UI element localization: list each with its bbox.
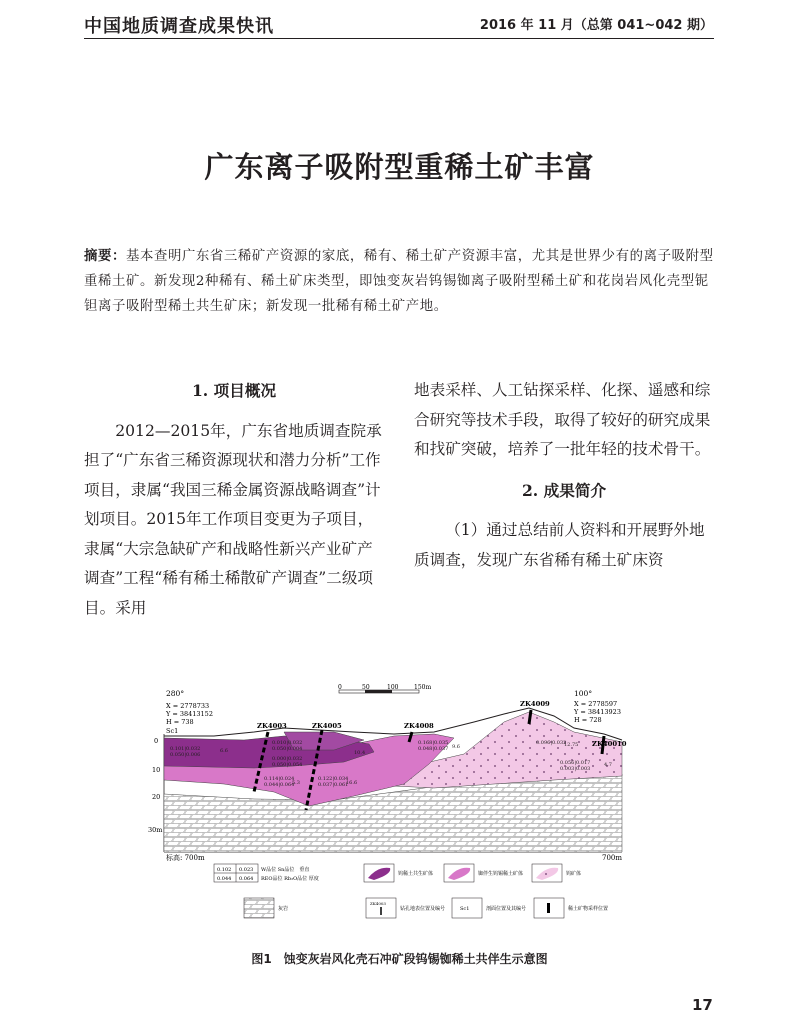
- section-2-heading: 2. 成果简介: [521, 480, 607, 500]
- coord-right: X = 2778597: [574, 700, 618, 708]
- coord-right: Y = 38413923: [574, 708, 621, 716]
- grade-value: 0.000|0.032: [272, 756, 303, 762]
- borehole-label: ZK40010: [592, 740, 627, 748]
- legend-grade-value: 0.023: [239, 867, 254, 873]
- issue-info: 2016 年 11 月（总第 041~042 期）: [479, 18, 713, 33]
- coord-left: H = 738: [166, 718, 194, 726]
- grade-value: 0.050|0.054: [272, 762, 303, 768]
- legend-limestone-label: 灰岩: [278, 906, 289, 912]
- station-label: Sc1: [166, 727, 179, 735]
- thickness-value: 12.75: [564, 742, 579, 748]
- grade-value: 0.050|0.004: [272, 746, 303, 752]
- azimuth-right: 100°: [574, 689, 593, 698]
- borehole-label: ZK4008: [404, 722, 434, 730]
- grade-value: 0.101|0.032: [170, 746, 201, 752]
- legend-borehole-label: 钻孔地表位置及编号: [400, 906, 446, 912]
- coord-right: H = 728: [574, 716, 602, 724]
- legend-dot: [545, 873, 547, 875]
- abstract: [84, 244, 714, 319]
- grade-value: 0.037|0.061: [318, 782, 349, 788]
- grade-value: 0.056|0.017: [560, 760, 591, 766]
- column-left: [84, 376, 384, 623]
- grade-value: 0.096|0.032: [536, 740, 567, 746]
- borehole-label: ZK4003: [257, 722, 287, 730]
- legend-swatch-mid-shape: [448, 868, 470, 880]
- depth-tick: 10: [152, 766, 161, 774]
- scale-tick: 150m: [414, 684, 432, 691]
- legend-grade-value: 0.102: [217, 867, 232, 873]
- elevation-left: 标高: 700m: [166, 854, 205, 862]
- legend-grade-desc: W品位 Sn品位 垂直: [261, 867, 310, 873]
- header-rule: [84, 38, 714, 39]
- legend-grade-value: 0.044: [217, 876, 232, 882]
- coord-left: X = 2778733: [166, 702, 210, 710]
- scale-tick: 100: [387, 684, 399, 691]
- grade-value: 0.044|0.064: [264, 782, 295, 788]
- scale-tick: 0: [338, 684, 342, 691]
- legend-swatch-dark-shape: [368, 868, 390, 880]
- legend: [214, 864, 581, 882]
- legend-borehole-code: ZK4003: [370, 901, 386, 906]
- figure-caption: 图1 蚀变灰岩风化壳石冲矿段钨锡铷稀土共伴生示意图: [251, 952, 548, 966]
- legend-swatch-label: 铷伴生钨锡稀土矿体: [478, 871, 524, 877]
- elevation-right: 700m: [602, 854, 622, 862]
- legend-sample-label: 稀土矿物采样位置: [568, 906, 609, 912]
- thickness-value: 16.6: [346, 780, 358, 786]
- grade-value: 0.168|0.035: [418, 740, 449, 746]
- article-title: 广东离子吸附型重稀土矿丰富: [204, 150, 595, 184]
- legend-profile-label: 剖面位置及其编号: [486, 906, 527, 912]
- legend-profile-code: Sc1: [460, 906, 470, 912]
- grade-value: 0.114|0.024: [264, 776, 295, 782]
- grade-value: 0.122|0.034: [318, 776, 349, 782]
- legend-swatch-light-shape: [536, 868, 558, 880]
- legend-grade-value: 0.064: [239, 876, 254, 882]
- journal-name: 中国地质调查成果快讯: [84, 16, 274, 37]
- grade-value: 0.010|0.032: [272, 740, 303, 746]
- grade-value: 0.050|0.006: [170, 752, 201, 758]
- thickness-value: 5.3: [292, 780, 300, 786]
- legend-row-2: [244, 898, 608, 918]
- geologic-section-figure: [134, 684, 654, 930]
- legend-swatch-label: 钨稀土共生矿体: [398, 871, 434, 877]
- borehole-label: ZK4005: [312, 722, 342, 730]
- grade-value: 0.003|0.003: [560, 766, 591, 772]
- scale-tick: 50: [362, 684, 370, 691]
- thickness-value: 4.7: [604, 762, 612, 768]
- legend-swatch-label: 钨矿体: [566, 871, 582, 877]
- azimuth-left: 280°: [166, 689, 185, 698]
- depth-tick: 20: [152, 793, 161, 801]
- section-2-body: （1）通过总结前人资料和开展野外地质调查，发现广东省稀有稀土矿床资: [414, 521, 705, 569]
- borehole-line-4: [529, 710, 531, 724]
- borehole-label: ZK4009: [520, 700, 550, 708]
- depth-tick: 0: [154, 737, 159, 745]
- section-1-body-left: 2012—2015年，广东省地质调查院承担了“广东省三稀资源现状和潜力分析”工作项目，隶属“我国三稀金属资源战略调查”计划项目。2015年工作项目变更为子项目，隶属“大宗急缺矿产和战略性新兴产业矿产调查”工程“稀有稀土稀散矿产调查”二级项目。采用: [84, 421, 382, 617]
- page-header: [0, 0, 799, 46]
- legend-limestone-swatch: [244, 898, 274, 918]
- coord-left: Y = 38413152: [166, 710, 213, 718]
- thickness-value: 9.6: [452, 744, 460, 750]
- grade-value: 0.048|0.037: [418, 746, 449, 752]
- column-right: [414, 376, 714, 575]
- section-1-body-right: 地表采样、人工钻探采样、化探、遥感和综合研究等技术手段，取得了较好的研究成果和找矿突破，培养了一批年轻的技术骨干。: [414, 381, 711, 458]
- thickness-value: 6.6: [220, 748, 228, 754]
- legend-grade-desc: REO品位 Rb₂O品位 厚度: [261, 876, 319, 882]
- thickness-value: 10.4: [354, 750, 366, 756]
- section-1-heading: 1. 项目概况: [191, 381, 277, 400]
- page-number: 17: [692, 996, 713, 1014]
- abstract-label: 摘要：: [84, 249, 126, 264]
- depth-tick: 30m: [148, 826, 163, 834]
- legend-sample-mark: [547, 903, 550, 913]
- abstract-text: 基本查明广东省三稀矿产资源的家底，稀有、稀土矿产资源丰富，尤其是世界少有的离子吸附型重稀土矿。新发现2种稀有、稀土矿床类型，即蚀变灰岩钨锡铷离子吸附型稀土矿和花岗岩风化壳型铌钽离子吸附型稀土共生矿床；新发现一批稀有稀土矿产地。: [84, 249, 714, 314]
